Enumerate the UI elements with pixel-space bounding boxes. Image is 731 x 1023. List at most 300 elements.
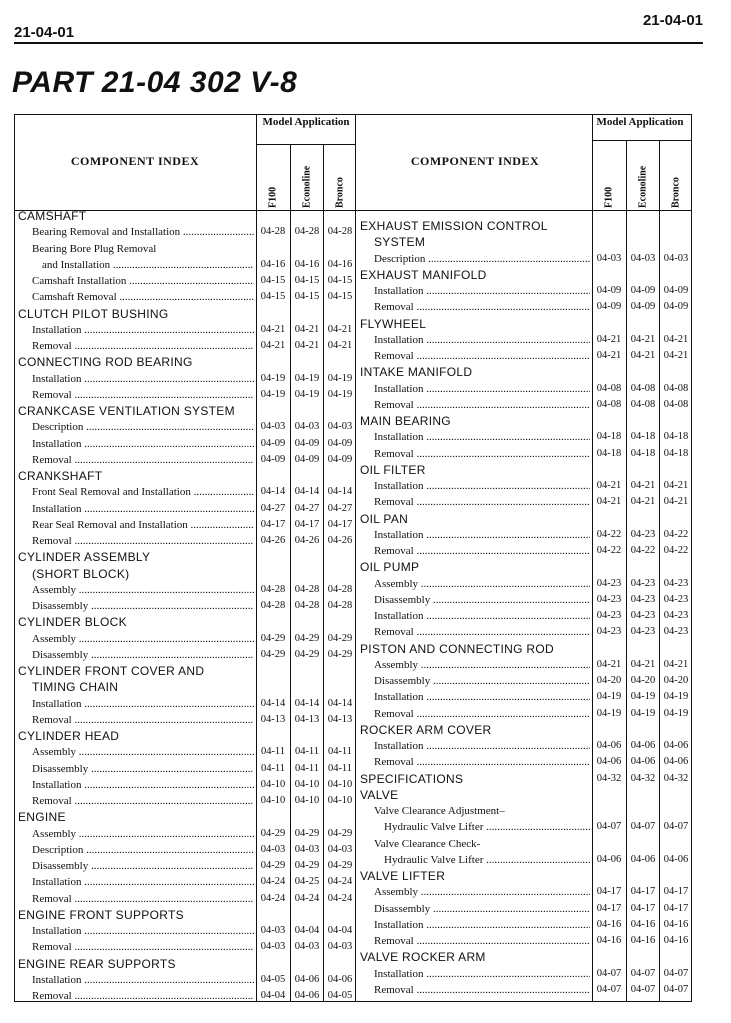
index-entry-label: Removal .....: [374, 494, 590, 510]
page-reference: 04-03: [630, 252, 656, 264]
page-reference: 04-21: [630, 333, 656, 345]
page-reference: 04-19: [260, 388, 286, 400]
index-section-heading: TIMING CHAIN: [32, 680, 119, 695]
page-reference: 04-23: [630, 610, 656, 621]
page-reference: 04-11: [327, 762, 353, 774]
index-entry-label: Disassembly .....: [374, 673, 590, 689]
page-reference: 04-16: [596, 935, 622, 946]
page-reference: 04-14: [294, 697, 320, 709]
index-entry-label: Disassembly .....: [32, 598, 254, 614]
page-reference: 04-19: [294, 372, 320, 384]
index-entry-label: Hydraulic Valve Lifter .....: [384, 819, 590, 835]
index-entry-label: Installation .....: [32, 777, 254, 793]
page-reference: 04-03: [327, 843, 353, 855]
page-reference: 04-23: [663, 610, 689, 621]
model-heading-bronco: Bronco: [659, 144, 692, 212]
page-reference: 04-32: [630, 772, 656, 784]
index-section-heading: CYLINDER HEAD: [18, 729, 120, 743]
page-reference: 04-09: [260, 453, 286, 465]
page-reference: 04-21: [327, 323, 353, 335]
list-item: [0, 608, 731, 624]
index-entry-label: Description .....: [374, 251, 590, 267]
index-section-heading: OIL PUMP: [360, 560, 420, 575]
index-section-heading: FLYWHEEL: [360, 316, 427, 331]
page-reference: 04-29: [327, 860, 353, 871]
page-reference: 04-05: [327, 990, 353, 1001]
page-reference: 04-11: [327, 746, 353, 758]
page-reference: 04-21: [663, 333, 689, 345]
page-reference: 04-09: [294, 437, 320, 449]
page-reference: 04-28: [327, 600, 353, 611]
page-reference: 04-16: [663, 918, 689, 930]
page-reference: 04-15: [327, 275, 353, 286]
page-reference: 04-03: [260, 843, 286, 855]
component-index-heading: COMPONENT INDEX: [410, 154, 540, 168]
page-reference: 04-26: [294, 535, 320, 546]
index-section-heading: ENGINE: [18, 810, 66, 825]
index-section-heading: OIL FILTER: [360, 462, 426, 477]
list-item: [0, 364, 731, 380]
index-entry-label: Installation .....: [32, 874, 254, 890]
page-reference: 04-29: [294, 827, 320, 839]
list-item: [0, 966, 731, 982]
page-reference: 04-04: [260, 990, 286, 1001]
index-entry-label: Disassembly .....: [32, 858, 254, 874]
page-reference: 04-23: [630, 577, 656, 589]
model-heading-econoline: Econoline: [290, 144, 323, 212]
index-section-heading: MAIN BEARING: [360, 414, 451, 428]
list-item: [0, 819, 731, 835]
page-reference: 04-19: [663, 691, 689, 703]
list-item: [0, 689, 731, 705]
index-entry-label: Bearing Removal and Installation .....: [32, 224, 254, 240]
index-entry-label: Removal .....: [374, 397, 590, 413]
index-entry-label: Description .....: [32, 842, 254, 858]
index-section-heading: CRANKSHAFT: [18, 469, 103, 483]
index-entry-label: Removal .....: [374, 706, 590, 722]
list-item: [0, 218, 731, 234]
page-reference: 04-06: [630, 756, 656, 768]
page-reference: 04-21: [663, 496, 689, 508]
component-index-heading: COMPONENT INDEX: [70, 154, 200, 168]
page-reference: 04-15: [327, 291, 353, 303]
grid-line: [256, 144, 356, 145]
page-reference: 04-28: [294, 600, 320, 611]
page-reference: 04-24: [260, 892, 286, 904]
list-item: [0, 852, 731, 868]
page-reference: 04-16: [294, 258, 320, 270]
index-section-heading: OIL PAN: [360, 511, 409, 526]
index-entry-label: Installation .....: [374, 917, 590, 933]
list-item: [0, 754, 731, 770]
index-entry-label: Installation .....: [32, 696, 254, 712]
page-reference: 04-19: [630, 707, 656, 719]
index-entry-label: Rear Seal Removal and Installation .....: [32, 517, 254, 533]
page-reference: 04-24: [327, 876, 353, 888]
page-reference: 04-06: [294, 973, 320, 985]
list-item: [0, 413, 731, 429]
index-entry-label: Assembly .....: [32, 744, 254, 760]
index-entry-label: Removal .....: [374, 348, 590, 364]
index-entry-label: Removal .....: [374, 299, 590, 315]
page-reference: 04-17: [596, 886, 622, 898]
page-reference: 04-07: [596, 967, 622, 979]
index-entry-label: Assembly .....: [374, 657, 590, 673]
index-entry-label: Disassembly .....: [32, 761, 254, 777]
header-rule: [14, 42, 703, 44]
page-reference: 04-04: [294, 925, 320, 936]
page-reference: 04-07: [630, 821, 656, 833]
list-item: [0, 478, 731, 494]
index-entry-label: Removal .....: [32, 452, 254, 468]
page-reference: 04-14: [260, 486, 286, 498]
page-reference: 04-10: [294, 778, 320, 790]
list-item: [0, 949, 731, 965]
list-item: [0, 559, 731, 575]
page-reference: 04-10: [260, 795, 286, 806]
page-reference: 04-27: [260, 502, 286, 514]
model-heading-f100: F100: [592, 144, 625, 212]
page-reference: 04-07: [630, 967, 656, 979]
page-reference: 04-18: [630, 447, 656, 459]
page-reference: 04-16: [260, 258, 286, 270]
page-reference: 04-07: [630, 983, 656, 995]
index-entry-label: Installation .....: [374, 966, 590, 982]
page-reference: 04-26: [327, 535, 353, 546]
page-reference: 04-07: [663, 983, 689, 995]
page-reference: 04-32: [596, 772, 622, 784]
index-entry-label: Installation .....: [32, 923, 254, 939]
page-reference: 04-08: [596, 382, 622, 394]
page-reference: 04-20: [663, 675, 689, 686]
page-reference: 04-09: [327, 453, 353, 465]
page-reference: 04-18: [596, 431, 622, 443]
page-reference: 04-06: [596, 740, 622, 751]
list-item: [0, 348, 731, 364]
index-section-heading: (SHORT BLOCK): [32, 566, 130, 581]
page-reference: 04-24: [260, 876, 286, 888]
index-section-heading: ENGINE FRONT SUPPORTS: [18, 907, 184, 922]
page-reference: 04-03: [294, 843, 320, 855]
page-reference: 04-15: [260, 291, 286, 303]
page-reference: 04-03: [260, 421, 286, 433]
model-heading-bronco: Bronco: [323, 144, 356, 212]
page-reference: 04-06: [663, 853, 689, 865]
page-reference: 04-21: [663, 350, 689, 361]
index-section-heading: VALVE LIFTER: [360, 869, 446, 883]
page-reference: 04-10: [260, 778, 286, 790]
page-reference: 04-21: [260, 323, 286, 335]
index-section-heading: SYSTEM: [374, 235, 426, 250]
page-reference: 04-23: [596, 593, 622, 605]
page-reference: 04-21: [596, 496, 622, 508]
page-reference: 04-21: [663, 658, 689, 670]
list-item: [0, 641, 731, 657]
index-entry-label: Installation .....: [32, 972, 254, 988]
page-reference: 04-28: [260, 583, 286, 595]
index-entry-label: Disassembly .....: [32, 647, 254, 663]
index-section-heading: PISTON AND CONNECTING ROD: [360, 641, 554, 656]
page-reference: 04-29: [260, 860, 286, 871]
index-entry-label: Camshaft Installation .....: [32, 273, 254, 289]
model-heading-econoline: Econoline: [626, 144, 659, 212]
page-reference: 04-16: [630, 935, 656, 946]
index-section-heading: CAMSHAFT: [18, 209, 87, 223]
page-reference: 04-23: [596, 610, 622, 621]
list-item: [0, 576, 731, 592]
page-number-right: 21-04-01: [642, 12, 703, 29]
index-section-heading: CONNECTING ROD BEARING: [18, 355, 193, 370]
page-reference: 04-28: [294, 583, 320, 595]
page-reference: 04-04: [327, 925, 353, 936]
list-item: [0, 624, 731, 640]
page-reference: 04-21: [294, 323, 320, 335]
list-item: [0, 429, 731, 445]
page-reference: 04-24: [294, 892, 320, 904]
page-reference: 04-19: [596, 691, 622, 703]
page-reference: 04-17: [663, 902, 689, 914]
page-reference: 04-29: [327, 827, 353, 839]
list-item: [0, 738, 731, 754]
list-item: [0, 722, 731, 738]
page-reference: 04-21: [260, 340, 286, 351]
page-reference: 04-03: [327, 941, 353, 953]
page-reference: 04-03: [294, 421, 320, 433]
page-reference: 04-09: [327, 437, 353, 449]
page-reference: 04-21: [596, 658, 622, 670]
page-reference: 04-10: [327, 795, 353, 806]
index-entry-label: Assembly .....: [32, 631, 254, 647]
list-item: [0, 901, 731, 917]
index-entry-label: Removal .....: [374, 446, 590, 462]
page-reference: 04-23: [663, 626, 689, 638]
index-entry-label: Installation .....: [374, 689, 590, 705]
index-entry-label: Installation .....: [374, 332, 590, 348]
index-section-heading: ENGINE REAR SUPPORTS: [18, 956, 176, 971]
list-item: [0, 803, 731, 819]
page-reference: 04-03: [596, 252, 622, 264]
page-reference: 04-20: [596, 675, 622, 686]
page-reference: 04-13: [260, 713, 286, 725]
page-reference: 04-16: [327, 258, 353, 270]
page-reference: 04-11: [260, 762, 286, 774]
page-reference: 04-10: [294, 795, 320, 806]
index-entry-label: Removal .....: [32, 939, 254, 955]
page-reference: 04-21: [663, 480, 689, 491]
page-reference: 04-06: [596, 756, 622, 768]
page-reference: 04-21: [630, 496, 656, 508]
index-section-heading: CYLINDER ASSEMBLY: [18, 550, 151, 565]
page-reference: 04-21: [596, 480, 622, 491]
page-reference: 04-23: [630, 626, 656, 638]
list-item: [0, 771, 731, 787]
index-entry-label: Removal .....: [374, 624, 590, 640]
page-reference: 04-22: [663, 545, 689, 556]
index-section-heading: SPECIFICATIONS: [360, 771, 464, 786]
page-reference: 04-06: [596, 853, 622, 865]
list-item: [0, 543, 731, 559]
index-section-heading: CYLINDER BLOCK: [18, 615, 127, 630]
page-reference: 04-15: [294, 291, 320, 303]
page-number-left: 21-04-01: [14, 24, 75, 41]
model-application-heading: Model Application: [262, 116, 350, 128]
page-reference: 04-03: [260, 925, 286, 936]
page-reference: 04-06: [663, 756, 689, 768]
index-section-heading: CLUTCH PILOT BUSHING: [18, 306, 169, 321]
index-entry-label: Installation .....: [374, 738, 590, 754]
list-item: [0, 267, 731, 283]
page-reference: 04-13: [327, 713, 353, 725]
page-reference: 04-03: [327, 421, 353, 433]
page-reference: 04-19: [327, 388, 353, 400]
page-reference: 04-18: [663, 447, 689, 459]
page-reference: 04-15: [294, 275, 320, 286]
page-reference: 04-29: [294, 860, 320, 871]
page-reference: 04-17: [596, 902, 622, 914]
page-reference: 04-06: [663, 740, 689, 751]
page-reference: 04-19: [294, 388, 320, 400]
page-reference: 04-29: [260, 827, 286, 839]
page-reference: 04-06: [630, 853, 656, 865]
grid-line: [592, 140, 692, 141]
table-header-right: [354, 114, 696, 212]
index-entry-label: Installation .....: [374, 527, 590, 543]
page-reference: 04-17: [630, 886, 656, 898]
index-entry-label: Front Seal Removal and Installation .....: [32, 484, 254, 500]
index-entry-label: Valve Clearance Check-: [374, 837, 481, 850]
page-reference: 04-06: [294, 990, 320, 1001]
list-item: [0, 933, 731, 949]
page-reference: 04-23: [596, 577, 622, 589]
page-reference: 04-15: [260, 275, 286, 286]
page-reference: 04-17: [327, 518, 353, 530]
page-reference: 04-19: [327, 372, 353, 384]
page-reference: 04-14: [294, 486, 320, 498]
list-item: [0, 381, 731, 397]
page-reference: 04-09: [596, 301, 622, 313]
page-reference: 04-21: [294, 340, 320, 351]
page-reference: 04-17: [663, 886, 689, 898]
index-entry-label: Installation .....: [374, 429, 590, 445]
page-reference: 04-24: [327, 892, 353, 904]
page-reference: 04-06: [630, 740, 656, 751]
list-item: [0, 527, 731, 543]
page-reference: 04-22: [596, 545, 622, 556]
page-reference: 04-09: [260, 437, 286, 449]
page-reference: 04-29: [260, 632, 286, 644]
page-reference: 04-18: [630, 431, 656, 443]
page-reference: 04-21: [596, 333, 622, 345]
index-entry-label: Bearing Bore Plug Removal: [32, 242, 157, 255]
page-reference: 04-17: [294, 518, 320, 530]
page-reference: 04-27: [294, 502, 320, 514]
index-section-heading: INTAKE MANIFOLD: [360, 365, 473, 380]
index-entry-label: Removal .....: [32, 891, 254, 907]
page-reference: 04-28: [260, 226, 286, 238]
index-entry-label: Removal .....: [374, 933, 590, 949]
model-heading-f100: F100: [256, 144, 289, 212]
page-reference: 04-11: [260, 746, 286, 758]
page-reference: 04-09: [630, 285, 656, 296]
index-entry-label: Installation .....: [32, 371, 254, 387]
page-reference: 04-19: [630, 691, 656, 703]
list-item: [0, 884, 731, 900]
page-reference: 04-09: [663, 301, 689, 313]
page-reference: 04-23: [663, 593, 689, 605]
page-reference: 04-28: [327, 226, 353, 238]
page-reference: 04-08: [663, 398, 689, 410]
index-entry-label: Removal .....: [32, 988, 254, 1004]
page-reference: 04-09: [663, 285, 689, 296]
page-reference: 04-22: [596, 528, 622, 540]
page-reference: 04-21: [596, 350, 622, 361]
page-reference: 04-29: [327, 648, 353, 660]
page-reference: 04-22: [630, 545, 656, 556]
page-reference: 04-19: [260, 372, 286, 384]
page-reference: 04-28: [327, 583, 353, 595]
index-entry-label: Removal .....: [374, 543, 590, 559]
list-item: [0, 868, 731, 884]
index-entry-label: Removal .....: [374, 754, 590, 770]
index-entry-label: Description .....: [32, 419, 254, 435]
page-reference: 04-11: [294, 746, 320, 758]
page-reference: 04-14: [327, 697, 353, 709]
page-reference: 04-28: [294, 226, 320, 238]
list-item: [0, 299, 731, 315]
index-entry-label: and Installation .....: [42, 257, 254, 273]
page-reference: 04-10: [327, 778, 353, 790]
page-reference: 04-07: [663, 967, 689, 979]
index-entry-label: Valve Clearance Adjustment–: [374, 805, 505, 817]
page-reference: 04-09: [630, 301, 656, 313]
page-reference: 04-14: [260, 697, 286, 709]
page-reference: 04-08: [630, 382, 656, 394]
page-reference: 04-11: [294, 762, 320, 774]
page-reference: 04-03: [663, 252, 689, 264]
index-entry-label: Assembly .....: [32, 582, 254, 598]
index-entry-label: Removal .....: [32, 712, 254, 728]
page-reference: 04-23: [663, 577, 689, 589]
list-item: [0, 316, 731, 332]
list-item: [0, 283, 731, 299]
list-item: [0, 836, 731, 852]
page-reference: 04-06: [327, 973, 353, 985]
index-section-heading: EXHAUST EMISSION CONTROL: [360, 219, 548, 233]
page-reference: 04-25: [294, 876, 320, 888]
page-reference: 04-19: [663, 707, 689, 719]
index-entry-label: Removal .....: [32, 533, 254, 549]
page-reference: 04-13: [294, 713, 320, 725]
page-reference: 04-21: [630, 350, 656, 361]
index-entry-label: Installation .....: [374, 608, 590, 624]
page-reference: 04-23: [630, 593, 656, 605]
page-reference: 04-05: [260, 973, 286, 985]
list-item: [0, 787, 731, 803]
page-reference: 04-28: [260, 600, 286, 611]
page-reference: 04-26: [260, 535, 286, 546]
page-reference: 04-27: [327, 502, 353, 514]
page-reference: 04-16: [630, 918, 656, 930]
index-section-heading: ROCKER ARM COVER: [360, 722, 492, 737]
page-reference: 04-07: [596, 983, 622, 995]
list-item: [0, 657, 731, 673]
list-item: [0, 234, 731, 250]
index-section-heading: VALVE: [360, 787, 399, 802]
index-entry-label: Installation .....: [374, 478, 590, 494]
page-reference: 04-29: [327, 632, 353, 644]
page-reference: 04-07: [663, 821, 689, 833]
index-entry-label: Assembly .....: [32, 826, 254, 842]
